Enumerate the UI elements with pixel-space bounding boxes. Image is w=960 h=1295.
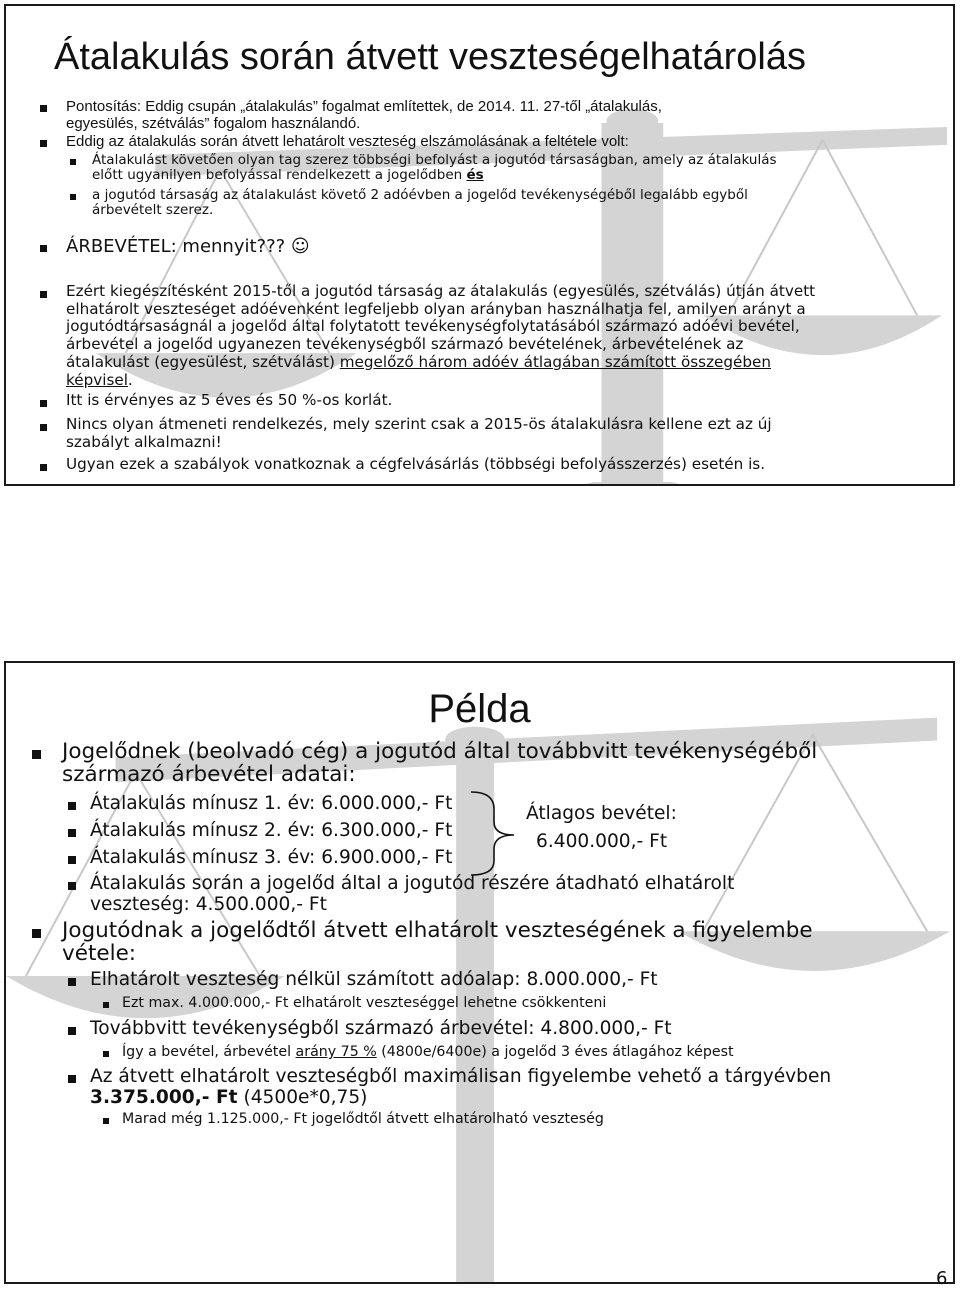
bullet-square-icon bbox=[40, 400, 47, 407]
bullet-clarification: Pontosítás: Eddig csupán „átalakulás” fogalmat említettek, de 2014. 11. 27-től „átalakulás, egyesülés, szétválás” fogalom használandó. bbox=[66, 98, 662, 132]
bullet-square-icon bbox=[32, 929, 41, 938]
bullet-revenue-question: ÁRBEVÉTEL: mennyit??? ☺ bbox=[66, 237, 310, 257]
bullet-square-icon bbox=[40, 140, 47, 147]
bullet-no-transition: Nincs olyan átmeneti rendelkezés, mely szerint csak a 2015-ös átalakulásra kellene ezt az új szabályt alkalmazni! bbox=[66, 416, 772, 451]
bullet-square-icon bbox=[40, 464, 47, 471]
bullet-predecessor-revenue: Jogelődnek (beolvadó cég) a jogutód által továbbvitt tevékenységéből származó árbevétel adatai: bbox=[62, 740, 817, 786]
bullet-square-icon bbox=[103, 1051, 109, 1057]
slide-2 bbox=[4, 661, 955, 1284]
bullet-square-icon bbox=[40, 424, 47, 431]
bullet-previous-condition: Eddig az átalakulás során átvett lehatárolt veszteség elszámolásának a feltétele volt: bbox=[66, 133, 629, 150]
ratio-note: Így a bevétel, árbevétel arány 75 % (4800e/6400e) a jogelőd 3 éves átlagához képest bbox=[122, 1044, 734, 1061]
remaining-loss-note: Marad még 1.125.000,- Ft jogelődtől átvett elhatárolható veszteség bbox=[122, 1111, 604, 1128]
tax-base-without-loss: Elhatárolt veszteség nélkül számított adóalap: 8.000.000,- Ft bbox=[90, 969, 658, 990]
revenue-year-3: Átalakulás mínusz 3. év: 6.900.000,- Ft bbox=[90, 847, 452, 868]
revenue-year-1: Átalakulás mínusz 1. év: 6.000.000,- Ft bbox=[90, 793, 452, 814]
bullet-square-icon bbox=[68, 882, 76, 890]
bullet-supplement-2015: Ezért kiegészítésként 2015-től a jogutód társaság az átalakulás (egyesülés, szétválás) útján átvett elhatárolt veszteséget adóévenként legfeljebb olyan arányban használhatja fel, amilyen arányt a jogutódtársaságnál a jogelőd által folytatott tevékenységfolytatásából származó adóévi bevétel, árbevétel a jogelőd ugyanezen tevékenységből származó bevételének, árbevételének az átalakulást (egyesülést, szétválást) megelőző három adóév átlagában számított összegében képvisel. bbox=[66, 283, 815, 389]
revenue-year-2: Átalakulás mínusz 2. év: 6.300.000,- Ft bbox=[90, 820, 452, 841]
bullet-square-icon bbox=[68, 829, 76, 837]
bullet-square-icon bbox=[68, 856, 76, 864]
bullet-square-icon bbox=[68, 802, 76, 810]
bullet-square-icon bbox=[32, 750, 41, 759]
bullet-square-icon bbox=[68, 1027, 76, 1035]
slide-1 bbox=[4, 4, 955, 486]
subbullet-majority-control: Átalakulást követően olyan tag szerez többségi befolyást a jogutód társaságban, amely az átalakulás előtt ugyanilyen befolyással rendelkezett a jogelődben és bbox=[92, 153, 777, 183]
transferable-loss: Átalakulás során a jogelőd által a jogutód részére átadható elhatárolt veszteség: 4.500.000,- Ft bbox=[90, 873, 734, 915]
average-revenue-label: Átlagos bevétel: bbox=[526, 803, 677, 824]
bullet-square-icon bbox=[70, 194, 76, 200]
average-revenue-value: 6.400.000,- Ft bbox=[536, 831, 668, 852]
page-number: 6 bbox=[936, 1268, 948, 1289]
bullet-acquisition: Ugyan ezek a szabályok vonatkoznak a cégfelvásárlás (többségi befolyásszerzés) esetén is. bbox=[66, 456, 765, 473]
continued-activity-revenue: Továbbvitt tevékenységből származó árbevétel: 4.800.000,- Ft bbox=[90, 1018, 672, 1039]
max-deductible-loss: Az átvett elhatárolt veszteségből maximálisan figyelembe vehető a tárgyévben 3.375.000,- Ft (4500e*0,75) bbox=[90, 1066, 831, 1108]
slide-title: Átalakulás során átvett veszteségelhatárolás bbox=[54, 36, 806, 78]
subbullet-revenue-condition: a jogutód társaság az átalakulást követő 2 adóévben a jogelőd tevékenységéből legalább egyből árbevételt szerez. bbox=[92, 188, 748, 218]
bullet-square-icon bbox=[68, 1075, 76, 1083]
bullet-square-icon bbox=[40, 245, 47, 252]
bullet-square-icon bbox=[70, 159, 76, 165]
bullet-square-icon bbox=[68, 978, 76, 986]
bullet-square-icon bbox=[103, 1002, 109, 1008]
bullet-square-icon bbox=[103, 1118, 109, 1124]
slide-title: Példa bbox=[428, 687, 531, 731]
bullet-square-icon bbox=[40, 105, 47, 112]
bullet-successor-consideration: Jogutódnak a jogelődtől átvett elhatárolt veszteségének a figyelembe vétele: bbox=[62, 919, 813, 965]
bullet-limit: Itt is érvényes az 5 éves és 50 %-os korlát. bbox=[66, 392, 392, 409]
max-reduction-note: Ezt max. 4.000.000,- Ft elhatárolt veszteséggel lehetne csökkenteni bbox=[122, 995, 606, 1012]
bullet-square-icon bbox=[40, 291, 47, 298]
